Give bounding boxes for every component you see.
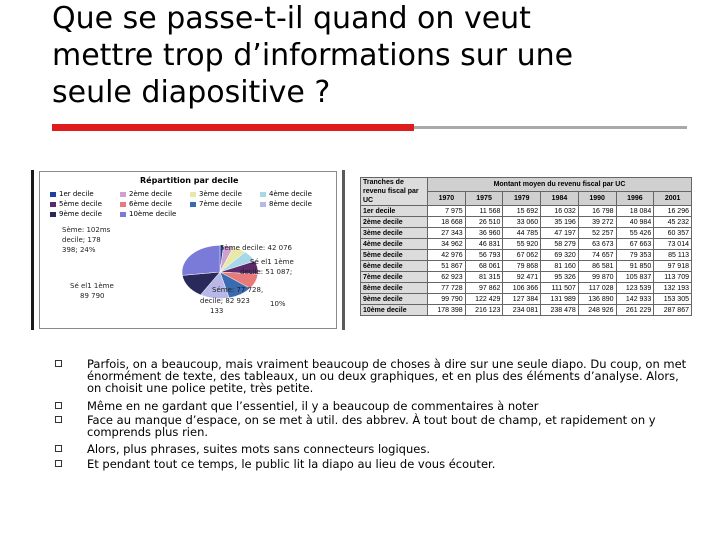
- table-header-tranches: Tranches de revenu fiscal par UC: [361, 178, 428, 206]
- table-cell: 74 657: [578, 250, 616, 261]
- bullet-text: Parfois, on a beaucoup, mais vraiment beaucoup de choses à dire sur une seule diapo. Du coup, on met énormément de texte, des tableaux, un ou deux graphiques, et en plus des éléments d’analyse. Alors, on choisit une police petite, très petite.: [87, 357, 687, 395]
- table-cell: 81 315: [465, 272, 503, 283]
- table-cell: 26 510: [465, 217, 503, 228]
- table-cell: 11 568: [465, 206, 503, 217]
- table-cell: 85 113: [654, 250, 692, 261]
- table-row-label: 7ème decile: [361, 272, 428, 283]
- table-cell: 45 232: [654, 217, 692, 228]
- legend-label: 9ème decile: [59, 210, 102, 218]
- table-cell: 46 831: [465, 239, 503, 250]
- table-cell: 52 257: [578, 228, 616, 239]
- table-row-label: 4ème decile: [361, 239, 428, 250]
- table-cell: 136 890: [578, 294, 616, 305]
- pie-data-label: 133: [210, 307, 224, 315]
- table-cell: 16 032: [541, 206, 579, 217]
- table-cell: 62 923: [428, 272, 466, 283]
- table-row: [361, 305, 692, 316]
- table-cell: 68 061: [465, 261, 503, 272]
- table-cell: 15 692: [503, 206, 541, 217]
- table-cell: 16 798: [578, 206, 616, 217]
- table-cell: 131 989: [541, 294, 579, 305]
- table-year-header: 2001: [654, 192, 692, 206]
- table-cell: 79 868: [503, 261, 541, 272]
- table-cell: 127 384: [503, 294, 541, 305]
- table-cell: 69 320: [541, 250, 579, 261]
- table-cell: 261 229: [616, 305, 654, 316]
- table-cell: 178 398: [428, 305, 466, 316]
- bullet-square-icon: [55, 360, 62, 367]
- pie-chart-image: [31, 170, 345, 330]
- table-row: [361, 261, 692, 272]
- table-year-header: 1996: [616, 192, 654, 206]
- pie-data-label: Sème: 102ms: [62, 226, 111, 234]
- legend-label: 1er decile: [59, 190, 94, 198]
- table-cell: 51 867: [428, 261, 466, 272]
- bullet-text: Alors, plus phrases, suites mots sans connecteurs logiques.: [87, 442, 430, 456]
- table-cell: 34 962: [428, 239, 466, 250]
- table-cell: 67 663: [616, 239, 654, 250]
- table-row: [361, 239, 692, 250]
- table-cell: 113 709: [654, 272, 692, 283]
- title-underline-gray: [414, 126, 687, 129]
- table-cell: 55 426: [616, 228, 654, 239]
- table-cell: 123 539: [616, 283, 654, 294]
- table-row-label: 6ème decile: [361, 261, 428, 272]
- table-row: [361, 250, 692, 261]
- table-cell: 248 926: [578, 305, 616, 316]
- table-cell: 27 343: [428, 228, 466, 239]
- table-cell: 73 014: [654, 239, 692, 250]
- table-row: [361, 228, 692, 239]
- table-year-header: 1984: [541, 192, 579, 206]
- pie-slice: [182, 245, 220, 275]
- table-cell: 33 060: [503, 217, 541, 228]
- table-cell: 91 850: [616, 261, 654, 272]
- table-cell: 35 196: [541, 217, 579, 228]
- table-year-header: 1990: [578, 192, 616, 206]
- pie-data-label: 89 790: [80, 292, 105, 300]
- pie-data-label: decile; 178: [62, 236, 101, 244]
- bullet-square-icon: [55, 460, 62, 467]
- table-cell: 142 933: [616, 294, 654, 305]
- pie-data-label: 398; 24%: [62, 246, 96, 254]
- table-row: [361, 206, 692, 217]
- pie-data-label: decile; 82 923: [200, 297, 250, 305]
- table-year-header: 1979: [503, 192, 541, 206]
- table-cell: 99 870: [578, 272, 616, 283]
- table-cell: 42 976: [428, 250, 466, 261]
- legend-label: 2ème decile: [129, 190, 172, 198]
- income-table-image: [360, 177, 692, 330]
- legend-label: 8ème decile: [269, 200, 312, 208]
- bullet-text: Et pendant tout ce temps, le public lit la diapo au lieu de vous écouter.: [87, 457, 496, 471]
- legend-label: 4ème decile: [269, 190, 312, 198]
- table-year-header: 1975: [465, 192, 503, 206]
- table-cell: 79 353: [616, 250, 654, 261]
- table-cell: 111 507: [541, 283, 579, 294]
- table-cell: 99 790: [428, 294, 466, 305]
- table-cell: 86 581: [578, 261, 616, 272]
- bullet-text: Face au manque d’espace, on se met à util. des abbrev. À tout bout de champ, et rapidement on y comprends plus rien.: [87, 413, 656, 439]
- table-cell: 122 429: [465, 294, 503, 305]
- pie-data-label: Sé el1 1ème: [250, 258, 294, 266]
- table-cell: 106 366: [503, 283, 541, 294]
- table-cell: 287 867: [654, 305, 692, 316]
- title-line-3: seule diapositive ?: [52, 75, 331, 110]
- table-row: [361, 294, 692, 305]
- legend-label: 6ème decile: [129, 200, 172, 208]
- table-row: [361, 217, 692, 228]
- table-header-row: [361, 178, 692, 192]
- table-cell: 47 197: [541, 228, 579, 239]
- table-cell: 117 028: [578, 283, 616, 294]
- pie-chart-frame: [39, 171, 337, 329]
- table-cell: 16 296: [654, 206, 692, 217]
- pie-data-label: Sé el1 1ème: [70, 282, 114, 290]
- legend-label: 3ème decile: [199, 190, 242, 198]
- bullet-square-icon: [55, 445, 62, 452]
- table-cell: 92 471: [503, 272, 541, 283]
- table-cell: 105 837: [616, 272, 654, 283]
- bullet-square-icon: [55, 402, 62, 409]
- table-cell: 58 279: [541, 239, 579, 250]
- table-cell: 63 673: [578, 239, 616, 250]
- title-line-2: mettre trop d’informations sur une: [52, 38, 574, 73]
- pie-data-label: 5ème decile: 42 076: [220, 244, 292, 252]
- table-row-label: 2ème decile: [361, 217, 428, 228]
- legend-label: 10ème decile: [129, 210, 177, 218]
- table-cell: 97 862: [465, 283, 503, 294]
- table-cell: 56 793: [465, 250, 503, 261]
- table-row-label: 1er decile: [361, 206, 428, 217]
- table-cell: 216 123: [465, 305, 503, 316]
- table-cell: 36 960: [465, 228, 503, 239]
- table-row: [361, 272, 692, 283]
- table-cell: 77 728: [428, 283, 466, 294]
- table-row-label: 9ème decile: [361, 294, 428, 305]
- bullet-text: Même en ne gardant que l’essentiel, il y a beaucoup de commentaires à noter: [87, 399, 539, 413]
- table-cell: 81 160: [541, 261, 579, 272]
- table-cell: 234 081: [503, 305, 541, 316]
- table-cell: 153 305: [654, 294, 692, 305]
- table-cell: 55 920: [503, 239, 541, 250]
- table-cell: 67 062: [503, 250, 541, 261]
- title-underline-red: [52, 124, 414, 131]
- table-row-label: 3ème decile: [361, 228, 428, 239]
- legend-label: 7ème decile: [199, 200, 242, 208]
- table-cell: 39 272: [578, 217, 616, 228]
- slide-title: [52, 0, 692, 111]
- pie-data-label: 10%: [270, 300, 286, 308]
- table-row-label: 5ème decile: [361, 250, 428, 261]
- table-year-header: 1970: [428, 192, 466, 206]
- pie-data-label: Séme: 77 728,: [212, 286, 264, 294]
- bullet-square-icon: [55, 416, 62, 423]
- legend-label: 5ème decile: [59, 200, 102, 208]
- table-cell: 238 478: [541, 305, 579, 316]
- table-cell: 60 357: [654, 228, 692, 239]
- pie-chart-title: Répartition par decile: [140, 176, 239, 185]
- title-line-1: Que se passe-t-il quand on veut: [52, 1, 531, 36]
- table-row: [361, 283, 692, 294]
- table-row-label: 10ème decile: [361, 305, 428, 316]
- table-cell: 18 084: [616, 206, 654, 217]
- table-cell: 132 193: [654, 283, 692, 294]
- table-cell: 18 668: [428, 217, 466, 228]
- table-header-montant: Montant moyen du revenu fiscal par UC: [428, 178, 692, 192]
- table-cell: 7 975: [428, 206, 466, 217]
- table-row-label: 8ème decile: [361, 283, 428, 294]
- pie-data-label: decile: 51 087;: [240, 268, 293, 276]
- table-cell: 40 984: [616, 217, 654, 228]
- table-cell: 97 918: [654, 261, 692, 272]
- table-cell: 95 326: [541, 272, 579, 283]
- table-cell: 44 785: [503, 228, 541, 239]
- income-table: [360, 177, 692, 316]
